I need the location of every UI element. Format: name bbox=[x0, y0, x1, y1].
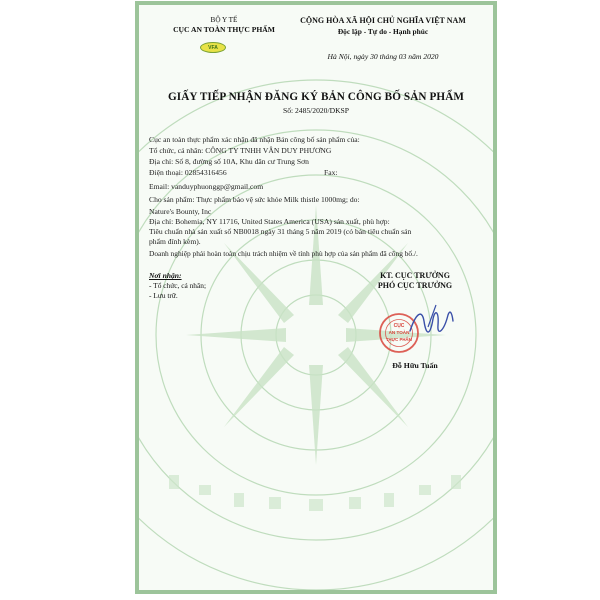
recipient-item: - Lưu trữ. bbox=[149, 291, 178, 300]
body-line-email: Email: vanduyphuonggp@gmail.com bbox=[149, 182, 264, 191]
body-line-standard-cont: phẩm đính kèm). bbox=[149, 237, 201, 246]
place-date: Hà Nội, ngày 30 tháng 03 năm 2020 bbox=[327, 52, 439, 61]
national-motto: Độc lập - Tự do - Hạnh phúc bbox=[337, 27, 429, 36]
body-line-fax: Fax: bbox=[324, 168, 338, 177]
document-number: Số: 2485/2020/DKSP bbox=[282, 106, 350, 115]
country-name: CỘNG HÒA XÃ HỘI CHỦ NGHĨA VIỆT NAM bbox=[300, 16, 466, 25]
body-line-manufacturer-address: Địa chỉ: Bohemia, NY 11716, United States America (USA) sản xuất, phù hợp: bbox=[149, 217, 390, 226]
body-line-standard: Tiêu chuẩn nhà sản xuất số NB0018 ngày 31 tháng 5 năm 2019 (có bản tiêu chuẩn sản bbox=[149, 227, 412, 236]
body-line-organization: Tổ chức, cá nhân: CÔNG TY TNHH VÂN DUY PHƯƠNG bbox=[149, 146, 332, 155]
svg-text:AN TOÀN: AN TOÀN bbox=[388, 330, 410, 335]
handwritten-signature bbox=[406, 301, 458, 345]
body-line-responsibility: Doanh nghiệp phải hoàn toàn chịu trách nhiệm về tính phù hợp của sản phẩm đã công bố./. bbox=[149, 249, 418, 258]
svg-text:CỤC: CỤC bbox=[393, 323, 405, 329]
ministry-name: BỘ Y TẾ bbox=[210, 16, 238, 24]
document-title: GIẤY TIẾP NHẬN ĐĂNG KÝ BẢN CÔNG BỐ SẢN PHẨM bbox=[167, 91, 465, 103]
signature-title-1: KT. CỤC TRƯỞNG bbox=[380, 271, 450, 280]
signer-name: Đỗ Hữu Tuấn bbox=[392, 361, 438, 370]
agency-name: CỤC AN TOÀN THỰC PHẨM bbox=[173, 25, 275, 34]
body-line-phone: Điện thoại: 02854316456 bbox=[149, 168, 227, 177]
body-line-address: Địa chỉ: Số 8, đường số 10A, Khu dân cư Trung Sơn bbox=[149, 157, 309, 166]
body-line-product: Cho sản phẩm: Thực phẩm bảo vệ sức khỏe Milk thistle 1000mg; do: bbox=[149, 195, 360, 204]
body-line-intro: Cục an toàn thực phẩm xác nhận đã nhận Bản công bố sản phẩm của: bbox=[149, 135, 360, 144]
recipients-heading: Nơi nhận: bbox=[149, 271, 182, 280]
body-line-manufacturer: Nature's Bounty, Inc bbox=[149, 207, 212, 216]
svg-text:THỰC PHẨM: THỰC PHẨM bbox=[385, 337, 413, 342]
recipient-item: - Tổ chức, cá nhân; bbox=[149, 281, 207, 290]
certificate-document bbox=[135, 1, 497, 594]
vfa-logo: VFA bbox=[200, 42, 226, 53]
signature-title-2: PHÓ CỤC TRƯỞNG bbox=[377, 281, 453, 290]
